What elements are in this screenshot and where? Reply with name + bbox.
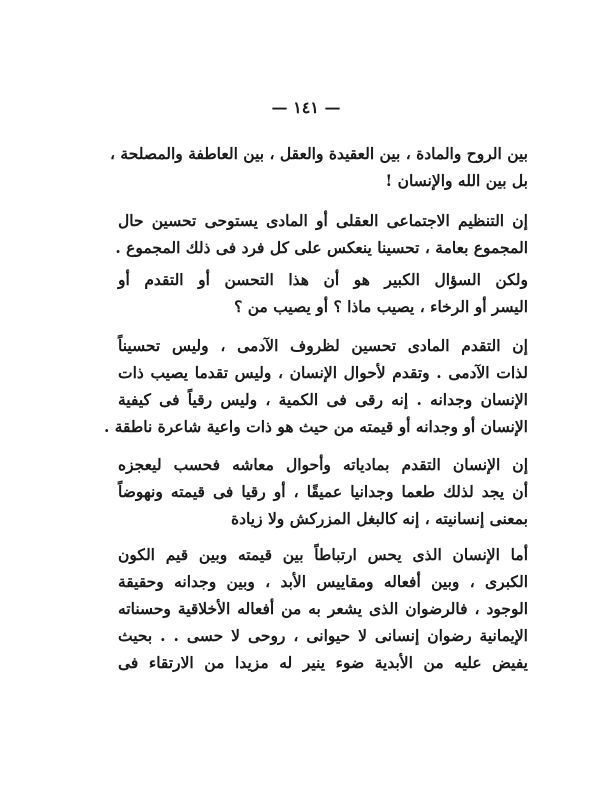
text-line: اليسر أو الرخاء ، يصيب ماذا ؟ أو يصيب من ؟ bbox=[234, 297, 528, 316]
page-number: — ١٤١ — bbox=[271, 98, 341, 117]
paragraph bbox=[110, 140, 528, 194]
text-line: إن الإنسان التقدم بمادياته وأحوال معاشه فحسب ليعجزه bbox=[118, 455, 528, 474]
paragraph bbox=[118, 541, 528, 676]
text-line: الإنسان أو وجدانه أو قيمته من حيث هو ذات واعية شاعرة ناطقة . bbox=[103, 417, 528, 436]
text-line: بمعنى إنسانيته ، إنه كالبغل المزركش ولا زيادة bbox=[231, 509, 528, 528]
paragraph bbox=[118, 451, 528, 532]
text-line: المجموع بعامة ، تحسينا ينعكس على كل فرد فى ذلك المجموع . bbox=[115, 238, 528, 257]
paragraph bbox=[115, 207, 528, 261]
paragraph bbox=[103, 332, 528, 440]
text-line: بل بين الله والإنسان ! bbox=[385, 171, 528, 190]
text-line: إن التنظيم الاجتماعى العقلى أو المادى يستوحى تحسين حال bbox=[118, 211, 528, 230]
text-line: يفيض عليه من الأبدية ضوء ينير له مزيدا من الارتقاء فى bbox=[118, 653, 528, 672]
text-line: الإيمانية رضوان إنسانى لا حيوانى ، روحى لا حسى . . بحيث bbox=[118, 626, 528, 645]
paragraph bbox=[118, 266, 528, 320]
text-line: إن التقدم المادى تحسين لظروف الآدمى ، وليس تحسيناً bbox=[118, 336, 528, 355]
text-line: لذات الآدمى . وتقدم لأحوال الإنسان ، وليس تقدما يصيب ذات bbox=[118, 363, 528, 382]
text-line: الكبرى ، وبين أفعاله ومقاييس الأبد ، وبين وجدانه وحقيقة bbox=[118, 572, 528, 591]
text-line: أن يجد لذلك طعما وجدانيا عميقًا ، أو رقيا فى قيمته ونهوضاً bbox=[118, 482, 528, 501]
text-line: ولكن السؤال الكبير هو أن هذا التحسن أو التقدم أو bbox=[118, 270, 528, 289]
text-line: بين الروح والمادة ، بين العقيدة والعقل ، بين العاطفة والمصلحة ، bbox=[110, 144, 528, 163]
text-line: أما الإنسان الذى يحس ارتباطاً بين قيمته وبين قيم الكون bbox=[118, 545, 528, 564]
text-line: الإنسان وجدانه . إنه رقى فى الكمية ، وليس رقياً فى كيفية bbox=[118, 390, 528, 409]
text-line: الوجود ، فالرضوان الذى يشعر به من أفعاله الأخلاقية وحسناته bbox=[118, 599, 528, 618]
